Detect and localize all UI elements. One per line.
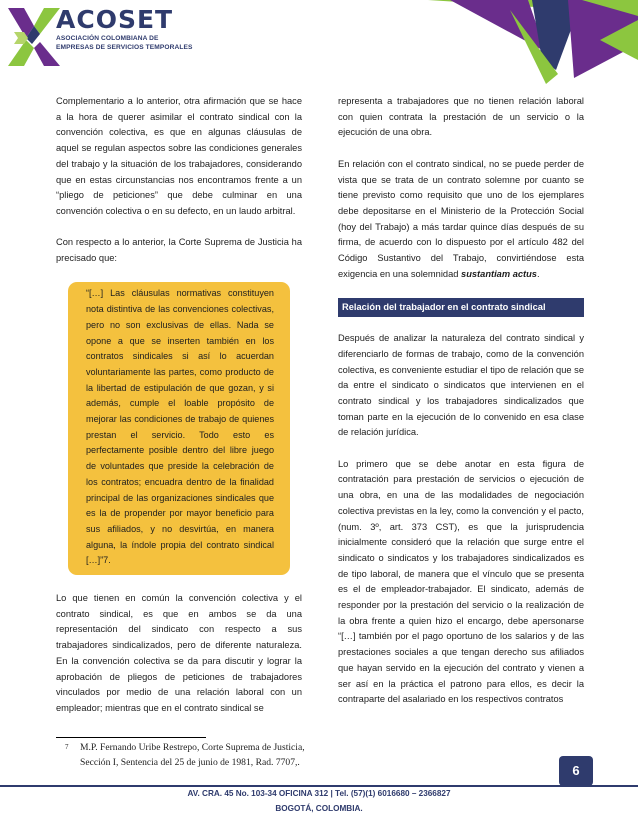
right-column (338, 94, 584, 724)
paragraph: Lo primero que se debe anotar en esta figura de contratación para prestación de servicios o ejecución de una obra, en una de las modalidades de negociación colectiva previstas en la ley, como la convención y el pacto, (num. 3º, art. 373 CST), es que la jurisprudencia inicialmente consideró que la relación que surge entre el sindicato o sindicatos y los trabajadores sindicalizados es de tipo laboral, de manera que el vínculo que se presenta es el de empleador-trabajador. El sindicato, además de responder por la prestación del servicio o la realización de la obra frente a quien hizo el encargo, debe apersonarse “[…] también por el pago oportuno de los salarios y de las prestaciones sociales a que tengan derecho sus afiliados que hayan servido en la ejecución del contrato y vienen a ser así en la práctica el patrono para ellos, es decir la contraparte del asalariado en los respectivos contratos (338, 458, 584, 705)
latin-term: sustantiam actus (461, 268, 537, 279)
brand-name: ACOSET (56, 5, 174, 34)
paragraph: Complementario a lo anterior, otra afirmación que se hace a la hora de querer asimilar el contrato sindical con la convención colectiva, es que en algunas cláusulas de aquel se regulan aspectos sobre las condiciones generales del trabajo y la situación de los trabajadores, considerando que en estas circunstancias nos encontramos frente a un “pliego de peticiones” que debe culminar en una convención colectiva o en su defecto, en un laudo arbitral. (56, 96, 302, 216)
paragraph: Con respecto a lo anterior, la Corte Suprema de Justicia ha precisado que: (56, 237, 302, 264)
footnote-divider (56, 737, 206, 738)
footer-address-line2: BOGOTÁ, COLOMBIA. (275, 804, 363, 813)
quote-text: “[…] Las cláusulas normativas constituyen nota distintiva de las convenciones colectivas, pero no son exclusivas de ellas. Nada se opone a que se inserten también en los contratos sindicales si así lo acuerdan voluntariamente las partes, como producto de la libertad de estipulación de que gozan, y si además, cumple el loable propósito de mejorar las condiciones de trabajo de quienes prestan el servicio. Todo esto es perfectamente posible dentro del libre juego de voluntades que preside la celebración de los contratos; encuadra dentro de la finalidad principal de las organizaciones sindicales que es la de propender por mayor beneficio para sus afiliados, y no desvirtúa, en manera alguna, la índole propia del contrato sindical […]”7. (86, 288, 274, 566)
footer-address-line1: AV. CRA. 45 No. 103-34 OFICINA 312 | Tel. (57)(1) 6016680 – 2366827 (187, 789, 451, 798)
page-number: 6 (572, 763, 580, 778)
paragraph: representa a trabajadores que no tienen relación laboral con quien contrata la prestación de un servicio o la ejecución de una obra. (338, 96, 584, 138)
paragraph-end: . (536, 268, 540, 279)
quote-box (68, 282, 290, 575)
brand-subtitle-line1: ASOCIACIÓN COLOMBIANA DE (56, 35, 159, 42)
paragraph: Lo que tienen en común la convención colectiva y el contrato sindical, es que en ambos se da una representación del sindicato con respecto a sus trabajadores sindicalizados, pero de diferente naturaleza. En la convención colectiva se da para discutir y lograr la aprobación de pliegos de peticiones de trabajadores vinculados por medio de una relación laboral con un empleador; mientras que en el contrato sindical se (56, 593, 302, 713)
footnote-text: M.P. Fernando Uribe Restrepo, Corte Suprema de Justicia, Sección I, Sentencia del 25 de junio de 1981, Rad. 7707,. (80, 742, 305, 768)
header-decoration (300, 0, 638, 92)
brand-subtitle-line2: EMPRESAS DE SERVICIOS TEMPORALES (56, 43, 193, 51)
footer-address (0, 786, 638, 816)
paragraph-text: En relación con el contrato sindical, no se puede perder de vista que se trata de un contrato solemne por cuanto se tiene previsto como requisito que uno de los ejemplares debe depositarse en el Ministerio de la Protección Social (hoy del Trabajo) a más tardar quince días después de su firma, de acuerdo con lo dispuesto por el artículo 482 del Código Sustantivo del Trabajo, convirtiéndose esta exigencia en una solemnidad (338, 158, 584, 279)
paragraph: Después de analizar la naturaleza del contrato sindical y diferenciarlo de formas de trabajo, como de la convención colectiva, es conveniente estudiar el tipo de relación que se da entre el sindicato o sindicatos que intervienen en el contrato sindical y los trabajadores sindicalizados que toman parte en la ejecución de lo convenido en esa clase de relación jurídica. (338, 333, 584, 438)
footnote-number: 7 (65, 743, 69, 751)
footnote (65, 741, 305, 770)
section-title: Relación del trabajador en el contrato sindical (338, 298, 584, 317)
brand-block (56, 5, 192, 52)
left-column (56, 94, 302, 732)
paragraph (338, 157, 584, 283)
